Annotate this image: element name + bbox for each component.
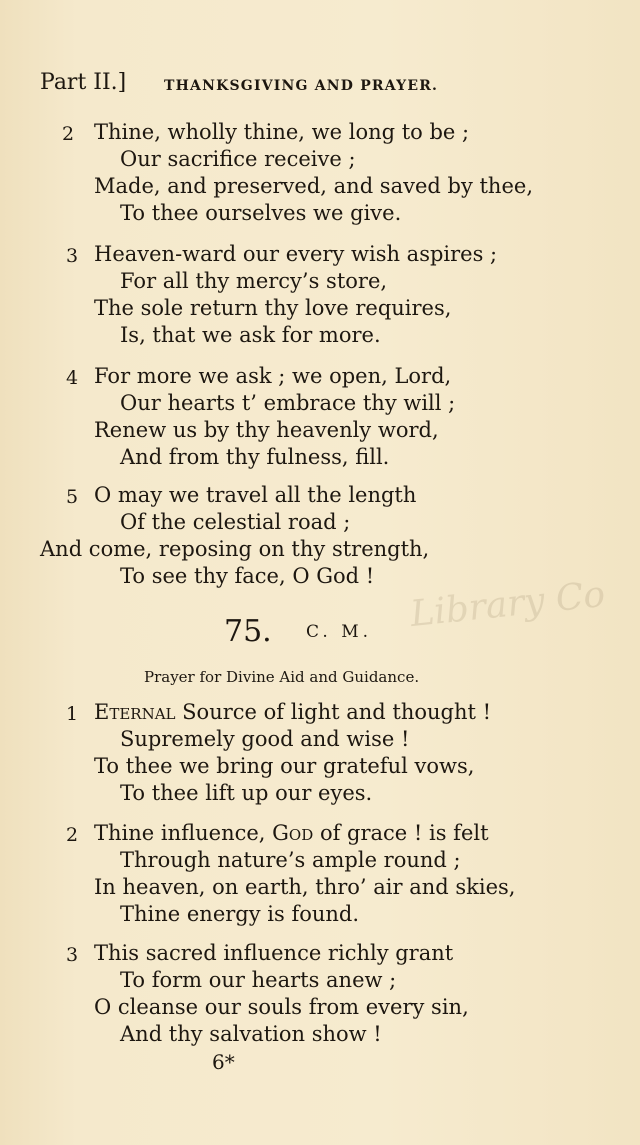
- verse-line: Our sacrifice receive ;: [120, 147, 356, 171]
- stanza-number: 3: [66, 245, 79, 267]
- verse-line: Supremely good and wise !: [120, 727, 410, 751]
- first-word: Eternal: [94, 700, 176, 724]
- verse-line: To thee ourselves we give.: [120, 201, 402, 225]
- running-header: [40, 70, 600, 102]
- god-word: God: [272, 821, 314, 845]
- verse-line: For all thy mercy’s store,: [120, 269, 388, 293]
- verse-line: And come, reposing on thy strength,: [40, 537, 430, 561]
- verse-line: [94, 821, 489, 845]
- stanza-number: 2: [66, 824, 79, 846]
- verse-line: Heaven-ward our every wish aspires ;: [94, 242, 498, 266]
- verse-line: In heaven, on earth, thro’ air and skies,: [94, 875, 516, 899]
- verse-line: Through nature’s ample round ;: [120, 848, 461, 872]
- hymn-subtitle: Prayer for Divine Aid and Guidance.: [144, 668, 420, 686]
- verse-line: To form our hearts anew ;: [120, 968, 397, 992]
- part-label: Part II.]: [40, 70, 127, 95]
- verse-line: Thine energy is found.: [120, 902, 360, 926]
- verse-line-part: Thine influence,: [94, 821, 273, 845]
- page-title: THANKSGIVING AND PRAYER.: [164, 78, 439, 94]
- verse-line-rest: Source of light and thought !: [175, 700, 492, 724]
- verse-line: To thee lift up our eyes.: [120, 781, 373, 805]
- verse-line: Our hearts t’ embrace thy will ;: [120, 391, 456, 415]
- verse-line: O may we travel all the length: [94, 483, 417, 507]
- stanza-number: 3: [66, 944, 79, 966]
- stanza-number: 2: [62, 123, 75, 145]
- verse-line: Thine, wholly thine, we long to be ;: [94, 120, 470, 144]
- stanza-number: 1: [66, 703, 79, 725]
- hymn-number: 75.: [224, 614, 272, 649]
- verse-line: For more we ask ; we open, Lord,: [94, 364, 452, 388]
- verse-line: O cleanse our souls from every sin,: [94, 995, 469, 1019]
- hymn-meter: C. M.: [306, 622, 373, 642]
- signature-mark: 6*: [212, 1050, 235, 1074]
- verse-line: And from thy fulness, fill.: [120, 445, 390, 469]
- marginal-stamp: Library Co: [408, 573, 607, 636]
- verse-line: And thy salvation show !: [120, 1022, 382, 1046]
- verse-line: Is, that we ask for more.: [120, 323, 381, 347]
- verse-line: To thee we bring our grateful vows,: [94, 754, 475, 778]
- verse-line: [94, 700, 491, 724]
- verse-line: This sacred influence richly grant: [94, 941, 454, 965]
- verse-line: Renew us by thy heavenly word,: [94, 418, 439, 442]
- verse-line-part: of grace ! is felt: [313, 821, 489, 845]
- stanza-number: 5: [66, 486, 79, 508]
- verse-line: The sole return thy love requires,: [94, 296, 452, 320]
- verse-line: To see thy face, O God !: [120, 564, 375, 588]
- stanza-number: 4: [66, 367, 79, 389]
- verse-line: Of the celestial road ;: [120, 510, 351, 534]
- verse-line: Made, and preserved, and saved by thee,: [94, 174, 533, 198]
